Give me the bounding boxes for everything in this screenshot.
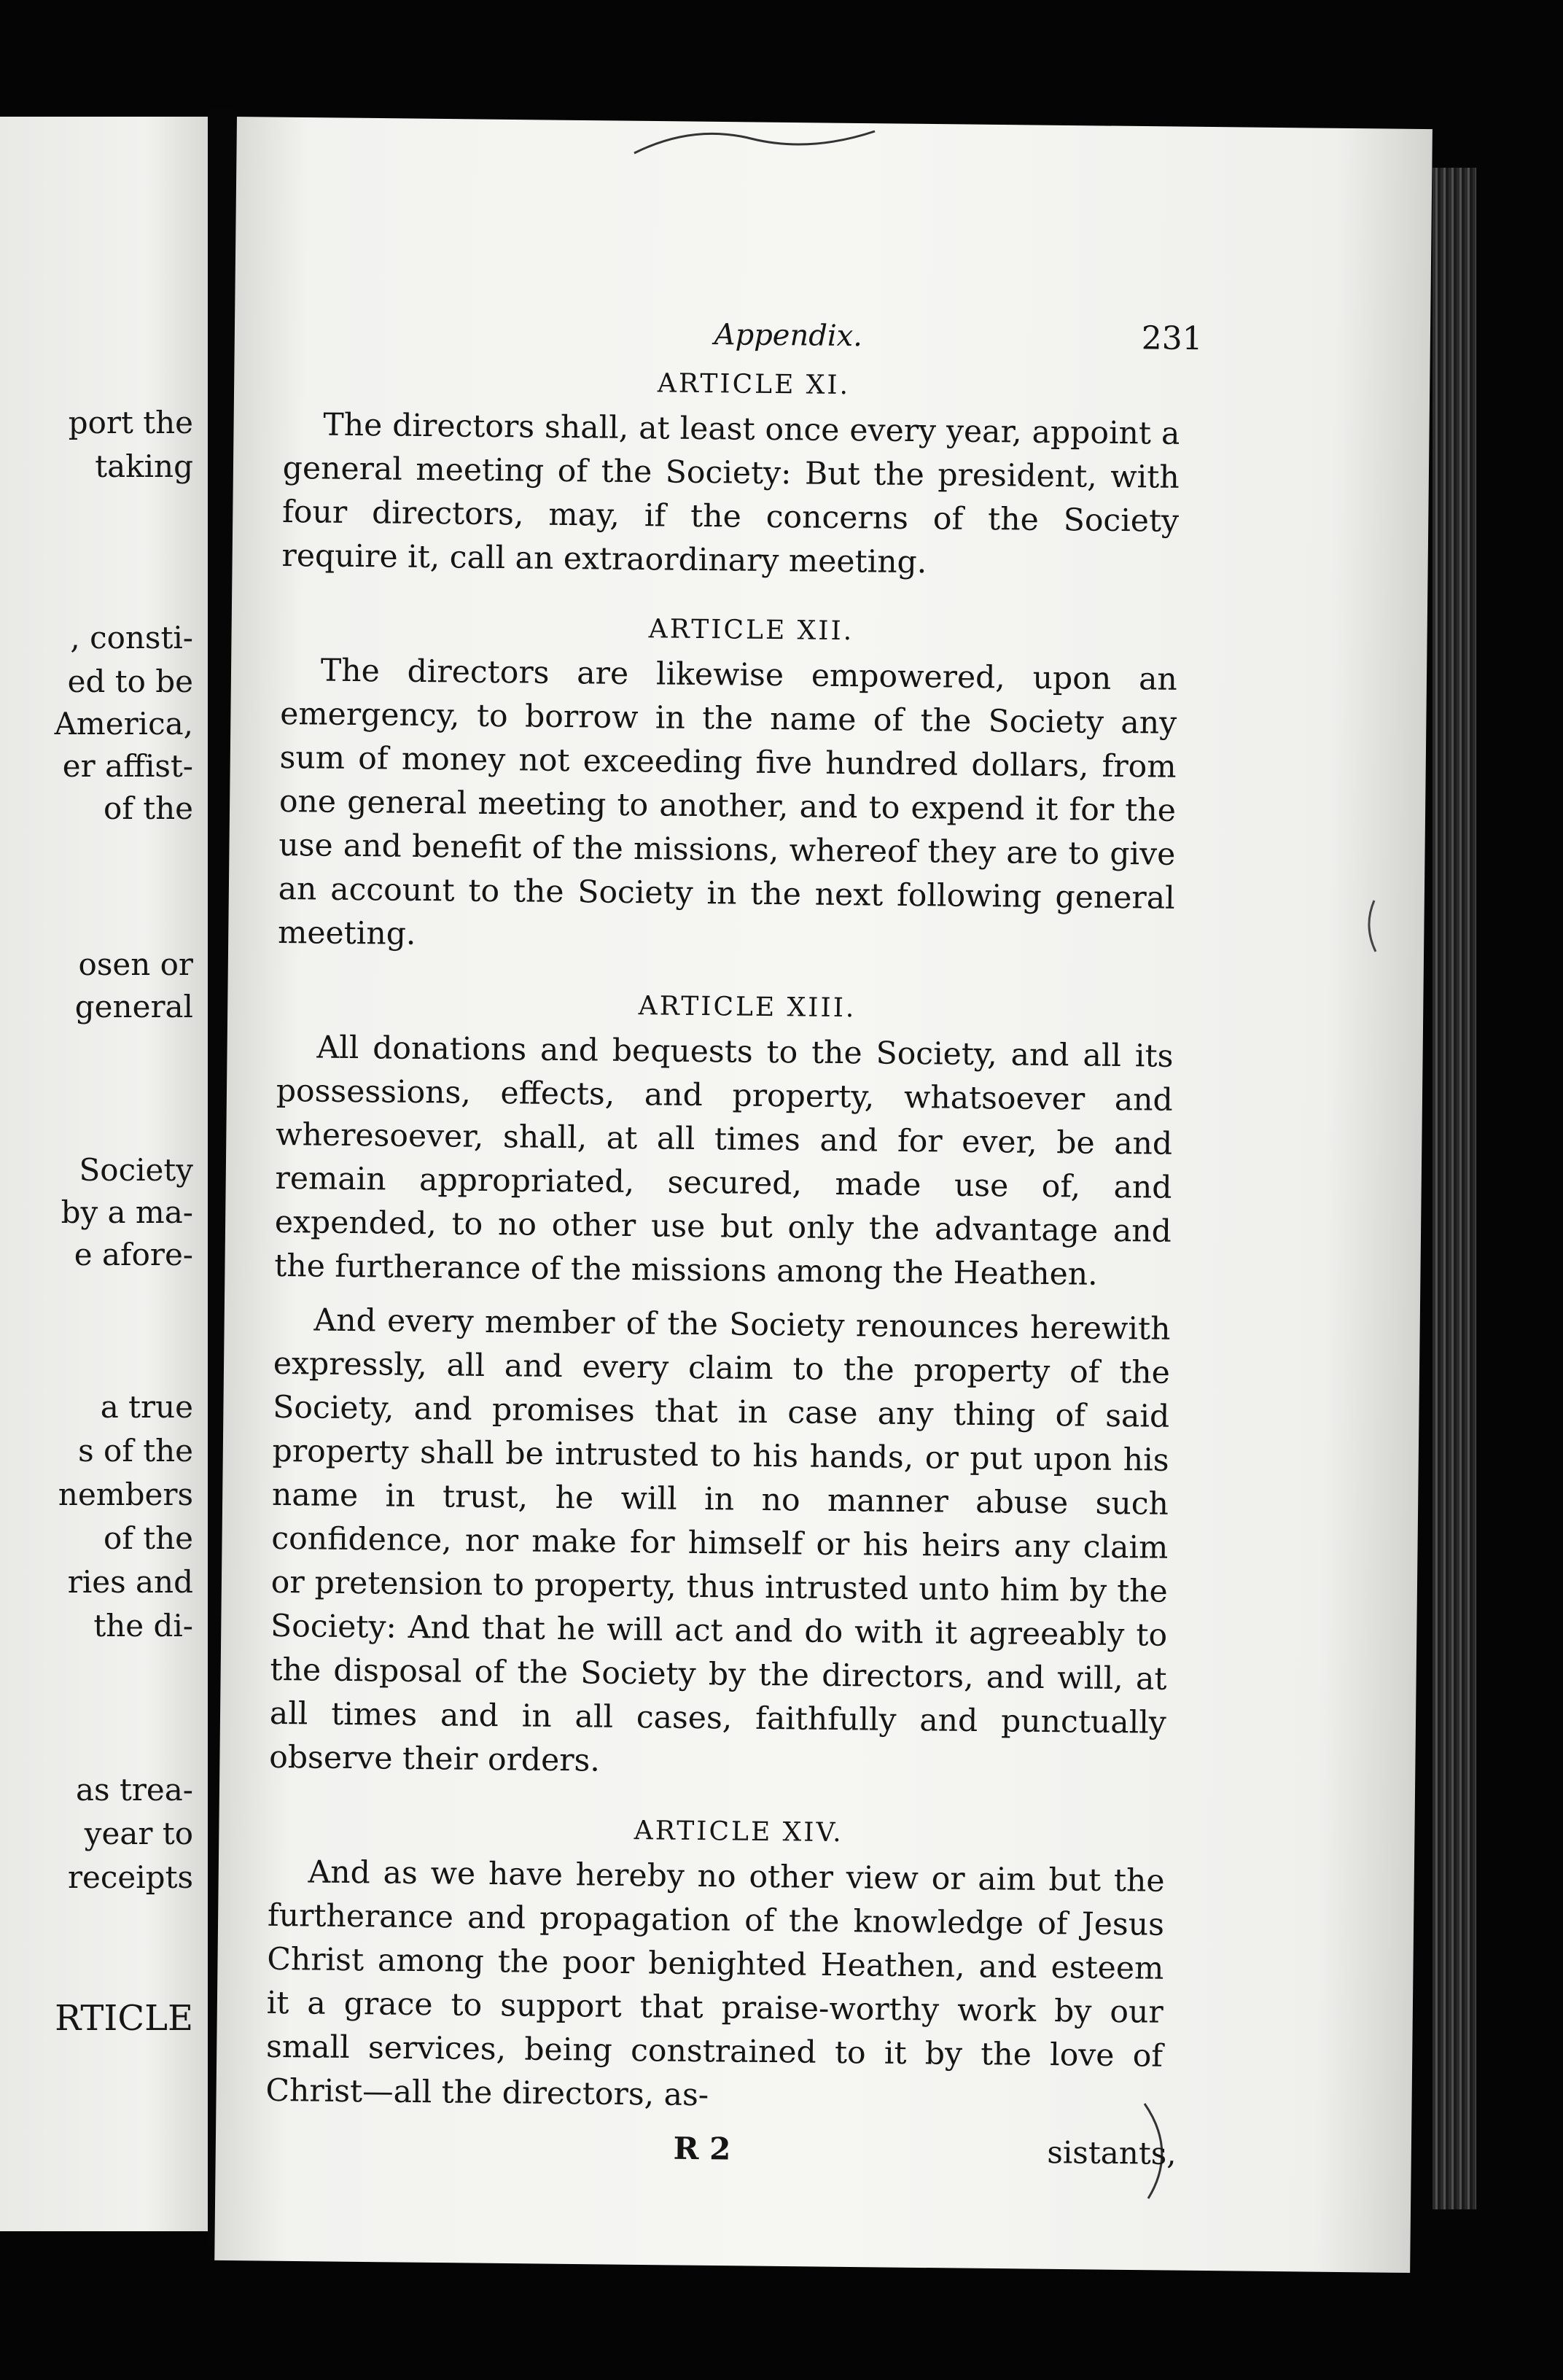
left-line: port the <box>68 405 193 440</box>
article-xii <box>278 610 1178 965</box>
catchword: sistants, <box>1047 2134 1177 2171</box>
article-paragraph: The directors are likewise empowered, upon an emergency, to borrow in the name of the Society any sum of money not exceeding five hundred dollars, from one general meeting to another, and to expend it for the use and benefit of the missions, whereof they are to give an account to the Society in the next following general meeting. <box>277 653 1178 952</box>
left-line: , consti- <box>70 620 193 656</box>
page-number: 231 <box>1141 319 1203 358</box>
left-line: a true <box>100 1389 193 1425</box>
article-xiv <box>265 1812 1165 2123</box>
article-paragraph: And as we have hereby no other view or aim but the furtherance and propagation of the knowledge of Jesus Christ among the poor benighted Heathen, and esteem it a grace to support that praise-worthy work by our small services, being constrained to it by the love of Christ—all the directors, as- <box>265 1854 1165 2114</box>
left-line: general <box>74 989 193 1024</box>
page-footer <box>265 2126 1177 2179</box>
article-heading: ARTICLE XII. <box>648 614 854 647</box>
page-content <box>265 314 1203 2179</box>
article-heading: ARTICLE XIII. <box>638 991 857 1024</box>
article-heading: ARTICLE XI. <box>657 368 851 401</box>
left-line: as trea- <box>76 1772 193 1808</box>
running-head <box>284 314 1203 374</box>
left-line: RTICLE <box>55 1998 193 2039</box>
left-line: ries and <box>67 1564 193 1600</box>
left-line: America, <box>54 706 193 742</box>
left-line: of the <box>104 790 193 826</box>
left-line: taking <box>95 448 193 484</box>
left-line: ed to be <box>67 664 193 699</box>
signature-mark: R 2 <box>673 2130 731 2167</box>
left-line: year to <box>84 1816 193 1851</box>
left-line: Society <box>79 1152 193 1188</box>
pen-stroke-mark <box>1360 897 1381 955</box>
left-line: er affist- <box>62 748 193 784</box>
article-xi <box>281 365 1180 588</box>
running-head-title: Appendix. <box>714 318 863 354</box>
pen-stroke-mark <box>627 117 889 182</box>
article-heading: ARTICLE XIV. <box>634 1816 843 1848</box>
left-line: e afore- <box>74 1237 193 1272</box>
article-paragraph: The directors shall, at least once every year, appoint a general meeting of the Society: But the president, with four directors, may, if the concerns of the Society require it, call an extraordinary meeting. <box>281 407 1180 581</box>
left-line: nembers <box>58 1477 193 1512</box>
page-edges <box>1433 168 1476 2209</box>
article-xiii <box>269 987 1174 1789</box>
left-line: by a ma- <box>61 1194 193 1230</box>
article-paragraph: And every member of the Society renounces herewith expressly, all and every claim to the property of the Society, and promises that in case any thing of said property shall be intrusted to his hands, or put upon his name in trust, he will in no manner abuse such confidence, nor make for himself or his heirs any claim or pretension to property, thus intrusted unto him by the Society: And that he will act and do with it agreeably to the disposal of the Society by the directors, and will, at all times and in all cases, faithfully and punctually observe their orders. <box>269 1302 1171 1779</box>
article-paragraph: All donations and bequests to the Society, and all its possessions, effects, and property, whatsoever and wheresoever, shall, at all times and for ever, be and remain appropriated, secured, made use of, and expended, to no other use but only the advantage and the furtherance of the missions among the Heathen. <box>274 1030 1174 1293</box>
left-line: receipts <box>67 1859 193 1895</box>
left-line: s of the <box>78 1433 193 1469</box>
left-line: the di- <box>93 1608 193 1644</box>
left-line: of the <box>104 1520 193 1556</box>
left-line: osen or <box>78 946 193 982</box>
